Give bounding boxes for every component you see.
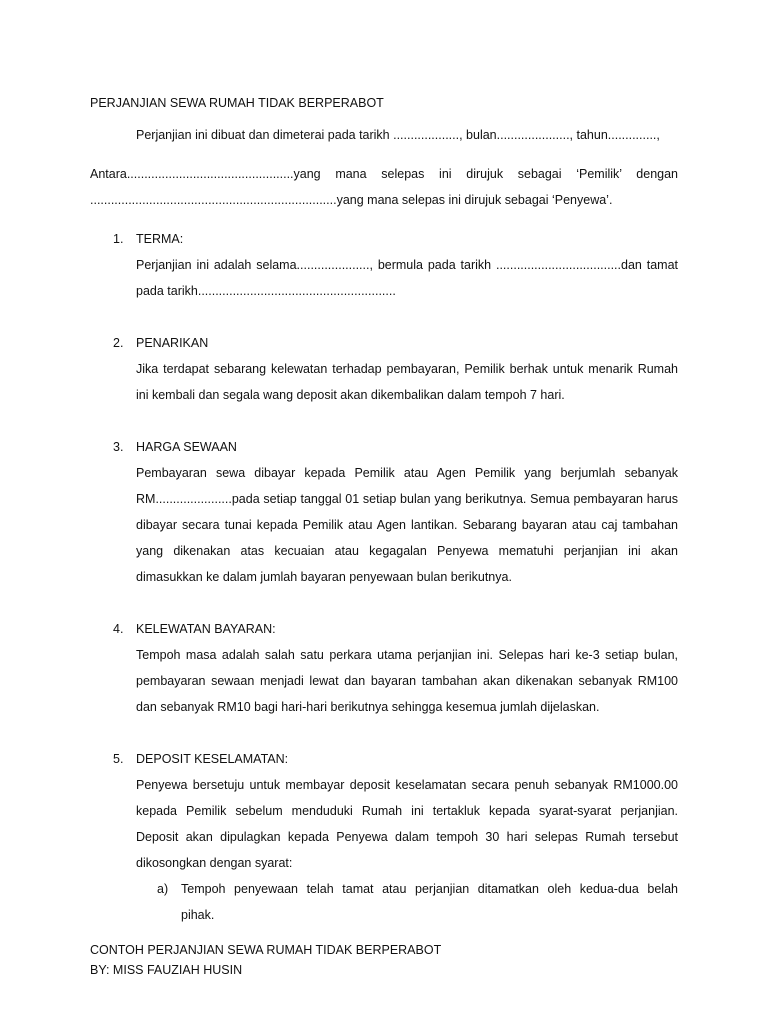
section-line: Tempoh masa adalah salah satu perkara utama perjanjian ini. Selepas hari ke-3 setiap bulan, xyxy=(136,648,678,662)
section-line: dan sebanyak RM10 bagi hari-hari berikutnya sehingga kesemua jumlah dijelaskan. xyxy=(136,700,600,714)
section-heading: HARGA SEWAAN xyxy=(136,440,237,454)
intro-line: Perjanjian ini dibuat dan dimeterai pada tarikh ..................., bulan....................., tahun.............., xyxy=(136,128,660,142)
section-line: Deposit akan dipulagkan kepada Penyewa dalam tempoh 30 hari selepas Rumah tersebut xyxy=(136,830,678,844)
section-line: dikosongkan dengan syarat: xyxy=(136,856,293,870)
section-number: 4. xyxy=(113,622,124,636)
section-number: 2. xyxy=(113,336,124,350)
subitem-line: pihak. xyxy=(181,908,215,922)
section-number: 3. xyxy=(113,440,124,454)
section-line: ini kembali dan segala wang deposit akan dikembalikan dalam tempoh 7 hari. xyxy=(136,388,565,402)
document-title: PERJANJIAN SEWA RUMAH TIDAK BERPERABOT xyxy=(90,96,384,110)
section-heading: KELEWATAN BAYARAN: xyxy=(136,622,276,636)
section-line: pada tarikh......................................................... xyxy=(136,284,396,298)
subitem-label: a) xyxy=(157,882,169,896)
section-number: 5. xyxy=(113,752,124,766)
section-line: Pembayaran sewa dibayar kepada Pemilik atau Agen Pemilik yang berjumlah sebanyak xyxy=(136,466,678,480)
footer-line: BY: MISS FAUZIAH HUSIN xyxy=(90,963,243,977)
subitem-line: Tempoh penyewaan telah tamat atau perjanjian ditamatkan oleh kedua-dua belah xyxy=(181,882,678,896)
intro-line: Antara................................................yang mana selepas ini dirujuk sebagai ‘Pemilik’ dengan xyxy=(90,167,678,181)
section-line: pembayaran sewaan menjadi lewat dan bayaran tambahan akan dikenakan sebanyak RM100 xyxy=(136,674,678,688)
section-number: 1. xyxy=(113,232,124,246)
intro-line: .......................................................................yang mana selepas ini dirujuk sebagai ‘Penyewa’. xyxy=(90,193,613,207)
section-line: kepada Pemilik sebelum menduduki Rumah ini tertakluk kepada syarat-syarat perjanjian. xyxy=(136,804,678,818)
section-heading: TERMA: xyxy=(136,232,184,246)
section-heading: PENARIKAN xyxy=(136,336,209,350)
section-line: Penyewa bersetuju untuk membayar deposit keselamatan secara penuh sebanyak RM1000.00 xyxy=(136,778,678,792)
footer-line: CONTOH PERJANJIAN SEWA RUMAH TIDAK BERPERABOT xyxy=(90,943,442,957)
section-line: dimasukkan ke dalam jumlah bayaran penyewaan bulan berikutnya. xyxy=(136,570,512,584)
section-line: RM......................pada setiap tanggal 01 setiap bulan yang berikutnya. Semua pembayaran harus xyxy=(136,492,678,506)
section-line: dibayar secara tunai kepada Pemilik atau Agen lantikan. Sebarang bayaran atau caj tambahan xyxy=(136,518,678,532)
section-line: yang dikenakan atas kecuaian atau kegagalan Penyewa mematuhi perjanjian ini akan xyxy=(136,544,678,558)
section-heading: DEPOSIT KESELAMATAN: xyxy=(136,752,289,766)
section-line: Perjanjian ini adalah selama....................., bermula pada tarikh ....................................dan tamat xyxy=(136,258,678,272)
section-line: Jika terdapat sebarang kelewatan terhadap pembayaran, Pemilik berhak untuk menarik Rumah xyxy=(136,362,678,376)
